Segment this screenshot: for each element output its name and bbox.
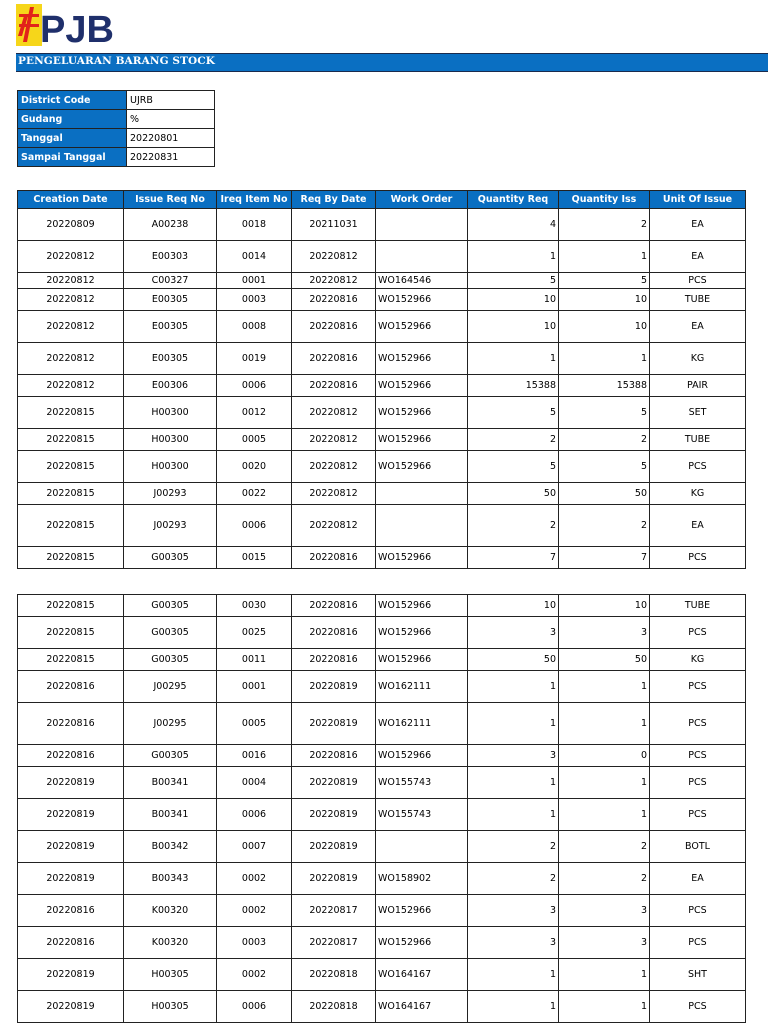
cell-req-by-date: 20220816: [292, 547, 376, 569]
table-row: [18, 767, 746, 799]
cell-creation-date: 20220812: [18, 289, 124, 311]
cell-quantity-req: 10: [468, 595, 559, 617]
cell-work-order: WO164167: [376, 959, 468, 991]
cell-work-order: WO152966: [376, 547, 468, 569]
table-row: [18, 375, 746, 397]
cell-req-by-date: 20220819: [292, 799, 376, 831]
cell-issue-req-no: H00305: [124, 959, 217, 991]
cell-req-by-date: 20220812: [292, 429, 376, 451]
pjb-logo: [16, 4, 114, 51]
cell-ireq-item-no: 0015: [217, 547, 292, 569]
table-row: [18, 273, 746, 289]
cell-work-order: WO152966: [376, 311, 468, 343]
cell-unit-of-issue: PCS: [650, 273, 746, 289]
cell-issue-req-no: H00300: [124, 397, 217, 429]
table-row: [18, 671, 746, 703]
cell-unit-of-issue: PCS: [650, 547, 746, 569]
cell-work-order: WO152966: [376, 927, 468, 959]
stock-issue-table-2: [17, 594, 746, 1023]
cell-unit-of-issue: EA: [650, 863, 746, 895]
cell-creation-date: 20220816: [18, 927, 124, 959]
cell-ireq-item-no: 0016: [217, 745, 292, 767]
cell-quantity-req: 2: [468, 831, 559, 863]
cell-quantity-iss: 3: [559, 927, 650, 959]
cell-quantity-req: 1: [468, 671, 559, 703]
report-title-bar: [16, 53, 768, 72]
param-row: [18, 148, 215, 167]
cell-quantity-req: 10: [468, 311, 559, 343]
cell-issue-req-no: J00293: [124, 505, 217, 547]
table-row: [18, 895, 746, 927]
col-issue-req-no: Issue Req No: [124, 191, 217, 209]
cell-unit-of-issue: PCS: [650, 927, 746, 959]
cell-work-order: WO152966: [376, 451, 468, 483]
cell-unit-of-issue: SHT: [650, 959, 746, 991]
cell-quantity-req: 5: [468, 451, 559, 483]
cell-quantity-iss: 2: [559, 429, 650, 451]
cell-unit-of-issue: EA: [650, 209, 746, 241]
param-row: [18, 110, 215, 129]
cell-quantity-req: 1: [468, 991, 559, 1023]
cell-unit-of-issue: PCS: [650, 745, 746, 767]
cell-quantity-iss: 1: [559, 959, 650, 991]
cell-unit-of-issue: PCS: [650, 767, 746, 799]
cell-issue-req-no: G00305: [124, 595, 217, 617]
cell-creation-date: 20220815: [18, 617, 124, 649]
cell-req-by-date: 20220816: [292, 649, 376, 671]
cell-quantity-req: 3: [468, 617, 559, 649]
cell-unit-of-issue: EA: [650, 311, 746, 343]
table-row: [18, 703, 746, 745]
cell-req-by-date: 20220817: [292, 927, 376, 959]
table-row: [18, 831, 746, 863]
cell-creation-date: 20220815: [18, 429, 124, 451]
cell-req-by-date: 20220818: [292, 991, 376, 1023]
cell-quantity-iss: 15388: [559, 375, 650, 397]
cell-quantity-iss: 5: [559, 273, 650, 289]
cell-req-by-date: 20220819: [292, 831, 376, 863]
stock-issue-table-1: [17, 190, 746, 569]
table-row: [18, 289, 746, 311]
cell-quantity-iss: 2: [559, 831, 650, 863]
cell-unit-of-issue: PCS: [650, 895, 746, 927]
col-quantity-iss: Quantity Iss: [559, 191, 650, 209]
cell-issue-req-no: G00305: [124, 547, 217, 569]
cell-req-by-date: 20220816: [292, 375, 376, 397]
cell-quantity-req: 50: [468, 483, 559, 505]
cell-req-by-date: 20220816: [292, 595, 376, 617]
table-row: [18, 343, 746, 375]
cell-quantity-req: 15388: [468, 375, 559, 397]
cell-work-order: WO152966: [376, 289, 468, 311]
cell-unit-of-issue: TUBE: [650, 429, 746, 451]
cell-issue-req-no: H00300: [124, 429, 217, 451]
cell-issue-req-no: E00306: [124, 375, 217, 397]
cell-unit-of-issue: TUBE: [650, 289, 746, 311]
cell-creation-date: 20220816: [18, 703, 124, 745]
cell-unit-of-issue: SET: [650, 397, 746, 429]
cell-issue-req-no: A00238: [124, 209, 217, 241]
param-label: Gudang: [18, 110, 127, 129]
cell-quantity-iss: 2: [559, 505, 650, 547]
cell-quantity-req: 3: [468, 927, 559, 959]
cell-work-order: WO164546: [376, 273, 468, 289]
cell-req-by-date: 20220819: [292, 767, 376, 799]
cell-ireq-item-no: 0008: [217, 311, 292, 343]
table-row: [18, 483, 746, 505]
cell-work-order: WO152966: [376, 343, 468, 375]
param-label: Tanggal: [18, 129, 127, 148]
cell-quantity-iss: 1: [559, 991, 650, 1023]
cell-quantity-iss: 1: [559, 343, 650, 375]
cell-creation-date: 20220812: [18, 343, 124, 375]
cell-req-by-date: 20220816: [292, 745, 376, 767]
cell-quantity-req: 1: [468, 799, 559, 831]
logo-text: PJB: [40, 9, 114, 51]
cell-issue-req-no: E00305: [124, 289, 217, 311]
cell-quantity-req: 2: [468, 863, 559, 895]
table-row: [18, 991, 746, 1023]
cell-quantity-iss: 5: [559, 397, 650, 429]
col-quantity-req: Quantity Req: [468, 191, 559, 209]
cell-quantity-req: 7: [468, 547, 559, 569]
cell-creation-date: 20220815: [18, 451, 124, 483]
cell-work-order: WO155743: [376, 799, 468, 831]
cell-ireq-item-no: 0005: [217, 429, 292, 451]
table-row: [18, 617, 746, 649]
cell-quantity-req: 3: [468, 745, 559, 767]
cell-unit-of-issue: TUBE: [650, 595, 746, 617]
cell-creation-date: 20220815: [18, 505, 124, 547]
cell-unit-of-issue: PCS: [650, 991, 746, 1023]
cell-quantity-req: 1: [468, 767, 559, 799]
cell-quantity-req: 5: [468, 397, 559, 429]
cell-ireq-item-no: 0005: [217, 703, 292, 745]
table-row: [18, 397, 746, 429]
cell-quantity-req: 10: [468, 289, 559, 311]
table-row: [18, 505, 746, 547]
cell-work-order: [376, 241, 468, 273]
cell-quantity-iss: 3: [559, 895, 650, 927]
param-value: %: [127, 110, 215, 129]
cell-issue-req-no: J00293: [124, 483, 217, 505]
cell-issue-req-no: E00305: [124, 311, 217, 343]
param-label: District Code: [18, 91, 127, 110]
title-underline: [16, 71, 744, 72]
cell-issue-req-no: B00342: [124, 831, 217, 863]
cell-issue-req-no: B00343: [124, 863, 217, 895]
cell-quantity-iss: 1: [559, 767, 650, 799]
cell-work-order: WO158902: [376, 863, 468, 895]
col-work-order: Work Order: [376, 191, 468, 209]
cell-quantity-req: 1: [468, 241, 559, 273]
cell-unit-of-issue: KG: [650, 483, 746, 505]
cell-req-by-date: 20220816: [292, 617, 376, 649]
cell-quantity-req: 1: [468, 959, 559, 991]
cell-req-by-date: 20220812: [292, 241, 376, 273]
table-row: [18, 451, 746, 483]
cell-unit-of-issue: PAIR: [650, 375, 746, 397]
table-row: [18, 595, 746, 617]
cell-creation-date: 20220809: [18, 209, 124, 241]
cell-work-order: WO152966: [376, 397, 468, 429]
cell-quantity-iss: 50: [559, 483, 650, 505]
cell-ireq-item-no: 0012: [217, 397, 292, 429]
cell-req-by-date: 20220819: [292, 671, 376, 703]
cell-work-order: WO152966: [376, 429, 468, 451]
cell-quantity-iss: 10: [559, 311, 650, 343]
table-row: [18, 799, 746, 831]
cell-quantity-iss: 2: [559, 209, 650, 241]
cell-quantity-iss: 50: [559, 649, 650, 671]
cell-creation-date: 20220819: [18, 863, 124, 895]
cell-work-order: WO162111: [376, 671, 468, 703]
cell-quantity-iss: 1: [559, 799, 650, 831]
cell-work-order: WO152966: [376, 375, 468, 397]
cell-issue-req-no: G00305: [124, 649, 217, 671]
col-ireq-item-no: Ireq Item No: [217, 191, 292, 209]
cell-unit-of-issue: KG: [650, 343, 746, 375]
cell-ireq-item-no: 0014: [217, 241, 292, 273]
cell-work-order: [376, 483, 468, 505]
cell-quantity-iss: 1: [559, 703, 650, 745]
cell-req-by-date: 20220818: [292, 959, 376, 991]
cell-quantity-req: 2: [468, 505, 559, 547]
cell-quantity-req: 1: [468, 703, 559, 745]
cell-creation-date: 20220815: [18, 649, 124, 671]
table-row: [18, 927, 746, 959]
cell-ireq-item-no: 0001: [217, 671, 292, 703]
cell-quantity-iss: 1: [559, 241, 650, 273]
cell-issue-req-no: E00303: [124, 241, 217, 273]
cell-ireq-item-no: 0002: [217, 895, 292, 927]
cell-creation-date: 20220815: [18, 483, 124, 505]
cell-creation-date: 20220816: [18, 895, 124, 927]
cell-req-by-date: 20220812: [292, 397, 376, 429]
cell-creation-date: 20220812: [18, 375, 124, 397]
cell-req-by-date: 20220817: [292, 895, 376, 927]
cell-ireq-item-no: 0025: [217, 617, 292, 649]
cell-ireq-item-no: 0030: [217, 595, 292, 617]
cell-req-by-date: 20220816: [292, 311, 376, 343]
table-row: [18, 429, 746, 451]
report-title: PENGELUARAN BARANG STOCK: [18, 55, 215, 67]
cell-ireq-item-no: 0002: [217, 959, 292, 991]
table-row: [18, 959, 746, 991]
cell-creation-date: 20220812: [18, 273, 124, 289]
cell-quantity-iss: 3: [559, 617, 650, 649]
table-row: [18, 241, 746, 273]
cell-req-by-date: 20220819: [292, 703, 376, 745]
cell-creation-date: 20220816: [18, 745, 124, 767]
cell-req-by-date: 20220812: [292, 273, 376, 289]
cell-ireq-item-no: 0011: [217, 649, 292, 671]
cell-req-by-date: 20220816: [292, 289, 376, 311]
cell-ireq-item-no: 0006: [217, 991, 292, 1023]
cell-creation-date: 20220815: [18, 595, 124, 617]
cell-ireq-item-no: 0006: [217, 375, 292, 397]
col-unit-of-issue: Unit Of Issue: [650, 191, 746, 209]
cell-req-by-date: 20220812: [292, 505, 376, 547]
cell-unit-of-issue: EA: [650, 505, 746, 547]
cell-unit-of-issue: PCS: [650, 671, 746, 703]
cell-quantity-req: 1: [468, 343, 559, 375]
cell-creation-date: 20220816: [18, 671, 124, 703]
cell-req-by-date: 20220812: [292, 451, 376, 483]
table-row: [18, 745, 746, 767]
cell-req-by-date: 20220812: [292, 483, 376, 505]
table-row: [18, 311, 746, 343]
cell-work-order: WO152966: [376, 895, 468, 927]
cell-work-order: WO152966: [376, 745, 468, 767]
cell-work-order: [376, 505, 468, 547]
cell-quantity-req: 2: [468, 429, 559, 451]
cell-ireq-item-no: 0006: [217, 799, 292, 831]
cell-issue-req-no: K00320: [124, 927, 217, 959]
param-value: 20220831: [127, 148, 215, 167]
cell-unit-of-issue: PCS: [650, 617, 746, 649]
table-header-row: [18, 191, 746, 209]
cell-creation-date: 20220815: [18, 397, 124, 429]
cell-creation-date: 20220819: [18, 767, 124, 799]
cell-issue-req-no: B00341: [124, 767, 217, 799]
cell-issue-req-no: H00305: [124, 991, 217, 1023]
cell-creation-date: 20220819: [18, 799, 124, 831]
cell-unit-of-issue: BOTL: [650, 831, 746, 863]
col-creation-date: Creation Date: [18, 191, 124, 209]
cell-work-order: [376, 209, 468, 241]
cell-quantity-req: 3: [468, 895, 559, 927]
cell-issue-req-no: E00305: [124, 343, 217, 375]
cell-creation-date: 20220819: [18, 959, 124, 991]
cell-work-order: [376, 831, 468, 863]
cell-ireq-item-no: 0004: [217, 767, 292, 799]
cell-quantity-req: 5: [468, 273, 559, 289]
cell-work-order: WO152966: [376, 617, 468, 649]
cell-issue-req-no: C00327: [124, 273, 217, 289]
cell-issue-req-no: B00341: [124, 799, 217, 831]
cell-creation-date: 20220812: [18, 311, 124, 343]
cell-quantity-req: 50: [468, 649, 559, 671]
cell-quantity-iss: 2: [559, 863, 650, 895]
cell-creation-date: 20220815: [18, 547, 124, 569]
cell-issue-req-no: G00305: [124, 745, 217, 767]
cell-quantity-iss: 1: [559, 671, 650, 703]
cell-issue-req-no: G00305: [124, 617, 217, 649]
cell-issue-req-no: J00295: [124, 671, 217, 703]
cell-ireq-item-no: 0003: [217, 927, 292, 959]
cell-issue-req-no: H00300: [124, 451, 217, 483]
cell-unit-of-issue: EA: [650, 241, 746, 273]
table-row: [18, 209, 746, 241]
cell-req-by-date: 20220816: [292, 343, 376, 375]
table-row: [18, 649, 746, 671]
cell-unit-of-issue: PCS: [650, 799, 746, 831]
cell-ireq-item-no: 0019: [217, 343, 292, 375]
param-row: [18, 91, 215, 110]
cell-quantity-iss: 10: [559, 595, 650, 617]
col-req-by-date: Req By Date: [292, 191, 376, 209]
cell-ireq-item-no: 0003: [217, 289, 292, 311]
cell-quantity-req: 4: [468, 209, 559, 241]
cell-creation-date: 20220819: [18, 991, 124, 1023]
cell-creation-date: 20220812: [18, 241, 124, 273]
param-label: Sampai Tanggal: [18, 148, 127, 167]
cell-quantity-iss: 5: [559, 451, 650, 483]
cell-ireq-item-no: 0022: [217, 483, 292, 505]
cell-ireq-item-no: 0007: [217, 831, 292, 863]
cell-ireq-item-no: 0001: [217, 273, 292, 289]
cell-work-order: WO152966: [376, 649, 468, 671]
cell-issue-req-no: K00320: [124, 895, 217, 927]
cell-creation-date: 20220819: [18, 831, 124, 863]
param-value: 20220801: [127, 129, 215, 148]
cell-unit-of-issue: PCS: [650, 703, 746, 745]
cell-ireq-item-no: 0006: [217, 505, 292, 547]
cell-quantity-iss: 10: [559, 289, 650, 311]
cell-work-order: WO162111: [376, 703, 468, 745]
cell-ireq-item-no: 0020: [217, 451, 292, 483]
cell-ireq-item-no: 0018: [217, 209, 292, 241]
cell-issue-req-no: J00295: [124, 703, 217, 745]
cell-work-order: WO155743: [376, 767, 468, 799]
cell-req-by-date: 20220819: [292, 863, 376, 895]
cell-quantity-iss: 7: [559, 547, 650, 569]
cell-ireq-item-no: 0002: [217, 863, 292, 895]
report-parameters: [17, 90, 215, 167]
param-row: [18, 129, 215, 148]
cell-unit-of-issue: KG: [650, 649, 746, 671]
cell-req-by-date: 20211031: [292, 209, 376, 241]
cell-unit-of-issue: PCS: [650, 451, 746, 483]
param-value: UJRB: [127, 91, 215, 110]
table-row: [18, 863, 746, 895]
cell-work-order: WO164167: [376, 991, 468, 1023]
cell-work-order: WO152966: [376, 595, 468, 617]
table-row: [18, 547, 746, 569]
cell-quantity-iss: 0: [559, 745, 650, 767]
